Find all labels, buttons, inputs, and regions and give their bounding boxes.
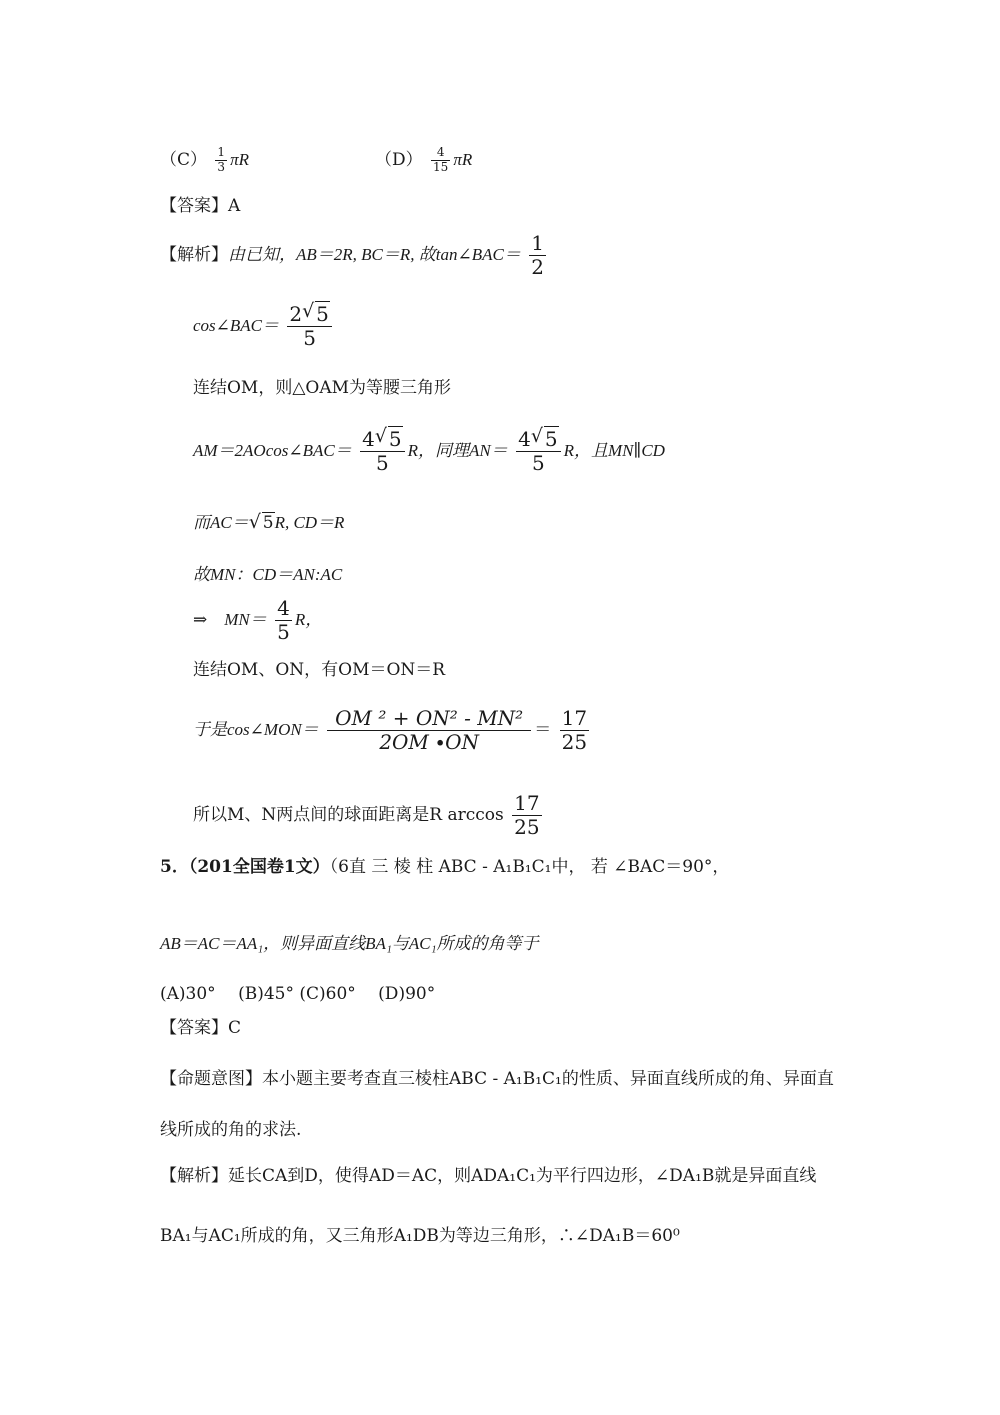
am-den: 5 [376, 451, 389, 475]
cos-mon-num: OM ² + ON² - MN² [327, 707, 531, 731]
answer-1 [160, 198, 240, 215]
mn-fraction [275, 597, 292, 644]
answer-2-value: C [228, 1018, 242, 1038]
intent-text-1: 本小题主要考查直三棱柱ABC - A₁B₁C₁的性质、异面直线所成的角、异面直 [262, 1069, 834, 1089]
am-fraction [360, 428, 404, 475]
distance-den: 25 [514, 815, 540, 839]
question-5 [160, 859, 729, 876]
cos-bac-lhs: cos∠BAC＝ [193, 316, 280, 335]
mn-num: 4 [277, 596, 290, 620]
connect-om-line: 连结OM，则△OAM为等腰三角形 [193, 378, 452, 398]
cos-bac-line [193, 303, 335, 350]
mn-lhs: ⇒ MN＝ [193, 610, 267, 629]
analysis-1 [160, 232, 549, 279]
analysis-2-line-2: BA₁与AC₁所成的角，又三角形A₁DB为等边三角形，∴∠DA₁B＝60⁰ [160, 1226, 680, 1246]
option-c-tail: πR [230, 149, 249, 169]
option-c-den: 3 [217, 159, 226, 174]
intent-label: 【命题意图】 [160, 1069, 262, 1089]
ac-tail: R, CD＝R [274, 513, 345, 532]
analysis-1-num: 1 [531, 231, 544, 255]
analysis-1-fraction [529, 232, 546, 279]
ac-root: 5 [262, 513, 274, 533]
option-c-num: 1 [217, 145, 226, 159]
analysis-2-text-1: 延长CA到D，使得AD＝AC，则ADA₁C₁为平行四边形，∠DA₁B就是异面直线 [228, 1166, 817, 1186]
cos-mon-result-num: 17 [561, 706, 588, 730]
mn-line [193, 597, 322, 644]
answer-2-label: 【答案】 [160, 1018, 228, 1038]
sqrt-symbol [531, 428, 559, 451]
cos-mon-eq: ＝ [534, 720, 552, 740]
am-num-root: 5 [388, 427, 402, 451]
distance-fraction [512, 792, 541, 839]
cos-mon-result [560, 707, 589, 754]
cos-bac-den: 5 [303, 326, 317, 350]
cos-mon-fraction [327, 707, 531, 754]
answer-2 [160, 1020, 241, 1037]
option-d-fraction [431, 146, 450, 175]
option-d-tail: πR [453, 149, 473, 169]
option-d-num: 4 [431, 146, 450, 161]
analysis-2-line-1 [160, 1168, 816, 1185]
intent-line-2: 线所成的角的求法. [160, 1120, 302, 1140]
sqrt-symbol [302, 303, 330, 326]
om-on-line: 连结OM、ON，有OM＝ON＝R [193, 660, 446, 680]
answer-1-value: A [228, 196, 241, 216]
am-line [193, 428, 665, 475]
an-den: 5 [531, 451, 545, 475]
am-numerator [360, 428, 404, 452]
cos-bac-num-root: 5 [316, 302, 329, 326]
intent-line-1 [160, 1071, 834, 1088]
ratio-line: 故MN：CD＝AN:AC [193, 565, 343, 584]
option-c [160, 146, 249, 175]
analysis-1-den: 2 [531, 255, 544, 279]
distance-num: 17 [514, 791, 540, 815]
mn-den: 5 [277, 620, 290, 644]
an-num-coef: 4 [518, 427, 531, 451]
cos-bac-numerator [287, 303, 331, 327]
cos-mon-line [193, 707, 592, 754]
am-mid: R，同理AN＝ [407, 441, 508, 460]
an-num-root: 5 [544, 427, 558, 451]
option-d-label: （D） [375, 149, 423, 170]
ac-line [193, 514, 344, 532]
cos-mon-lhs: 于是cos∠MON＝ [193, 720, 319, 739]
cos-bac-num-coef: 2 [289, 302, 303, 326]
cos-bac-fraction [287, 303, 331, 350]
cos-mon-result-den: 25 [561, 730, 588, 754]
sqrt-symbol [249, 515, 275, 532]
option-d-den: 15 [433, 159, 449, 174]
am-lhs: AM＝2AOcos∠BAC＝ [193, 441, 352, 460]
question-5-line-2: AB＝AC＝AA₁，则异面直线BA₁与AC₁所成的角等于 [160, 934, 539, 953]
mn-tail: R， [294, 610, 323, 629]
option-d [375, 146, 472, 175]
an-fraction [516, 428, 560, 475]
analysis-2-label: 【解析】 [160, 1166, 228, 1186]
am-tail: R，且MN∥CD [563, 441, 665, 460]
question-5-options: (A)30° (B)45° (C)60° (D)90° [160, 984, 436, 1004]
question-5-head: 5．（201全国卷1文） [160, 857, 330, 877]
an-numerator [516, 428, 560, 452]
ac-lhs: 而AC＝ [193, 513, 249, 532]
am-num-coef: 4 [362, 427, 375, 451]
analysis-1-text: 由已知，AB＝2R, BC＝R, 故tan∠BAC＝ [228, 245, 521, 264]
cos-mon-den: 2OM ∙ON [379, 730, 479, 754]
distance-text: 所以M、N两点间的球面距离是R arccos [193, 805, 504, 825]
sqrt-symbol [375, 428, 403, 451]
distance-line [193, 792, 545, 839]
analysis-1-label: 【解析】 [160, 245, 228, 265]
answer-1-label: 【答案】 [160, 196, 228, 216]
question-5-body: （6直 三 棱 柱 ABC - A₁B₁C₁中， 若 ∠BAC＝90°， [329, 857, 730, 877]
option-c-fraction [215, 146, 227, 175]
option-c-label: （C） [160, 149, 208, 170]
